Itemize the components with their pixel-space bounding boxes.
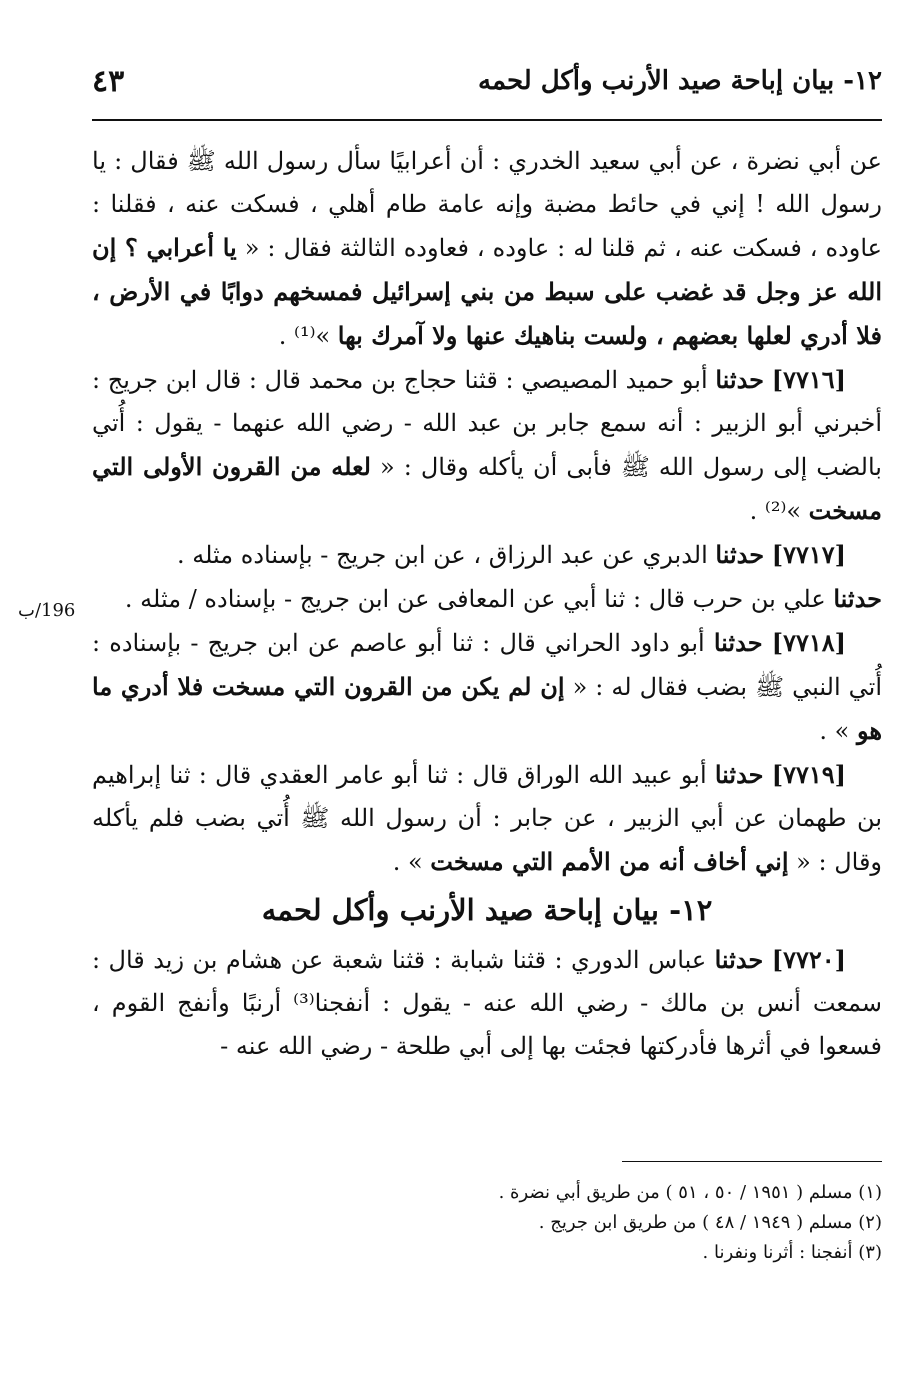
section-title: ١٢- بيان إباحة صيد الأرنب وأكل لحمه xyxy=(261,893,713,927)
emphasized-text: إن لم يكن من القرون التي مسخت فلا أدري ما هو xyxy=(92,672,882,745)
hadith-list-2 xyxy=(92,938,882,1068)
emphasized-text: حدثنا xyxy=(715,540,765,569)
paragraph-text: أبو حميد المصيصي : قثنا حجاج بن محمد قال : قال ابن جريج : أخبرني أبو الزبير : أنه سمع جابر بن عبد الله - رضي الله عنهما - يقول : أُتي بالضب إلى رسول الله ﷺ فأبى أن يأكله وقال : « xyxy=(92,366,882,481)
emphasized-text: حدثنا xyxy=(714,760,764,789)
hadith-number: [٧٧١٨] xyxy=(771,628,846,657)
emphasized-text: إني أخاف أنه من الأمم التي مسخت xyxy=(430,847,789,876)
page-number: ٤٣ xyxy=(92,64,125,99)
hadith-paragraph xyxy=(92,358,882,533)
hadith-list xyxy=(92,140,882,884)
hadith-paragraph xyxy=(92,621,882,753)
hadith-paragraph xyxy=(92,938,882,1068)
paragraph-text: أبو عبيد الله الوراق قال : ثنا أبو عامر العقدي قال : ثنا إبراهيم بن طهمان عن أبي الزبير ، عن جابر : أن رسول الله ﷺ أُتي بضب فلم يأكله وقال : « xyxy=(92,761,882,876)
hadith-paragraph xyxy=(92,753,882,884)
paragraph-text: » . xyxy=(392,848,431,876)
emphasized-text: حدثنا xyxy=(713,628,763,657)
emphasized-text: حدثنا xyxy=(714,945,764,974)
header-divider xyxy=(92,119,882,121)
page-header xyxy=(92,60,882,110)
hadith-number: [٧٧١٩] xyxy=(771,760,846,789)
emphasized-text: يا أعرابي ؟ إن الله عز وجل قد غضب على سبط من بني إسرائيل فمسخهم دوابًا في الأرض ، فلا أدري لعلها بعضهم ، ولست بناهيك عنها ولا آمرك بها xyxy=(92,233,882,350)
emphasized-text: حدثنا xyxy=(833,584,882,613)
paragraph-text: عباس الدوري : قثنا شبابة : قثنا شعبة عن هشام بن زيد قال : سمعت أنس بن مالك - رضي الله عنه - يقول : أنفجنا⁽³⁾ أرنبًا وأنفج القوم ، فسعوا في أثرها فأدركتها فجئت بها إلى أبي طلحة - رضي الله عنه - xyxy=(92,946,882,1060)
paragraph-text: »⁽¹⁾ . xyxy=(278,322,338,350)
paragraph-text: »⁽²⁾ . xyxy=(749,497,809,525)
hadith-paragraph xyxy=(92,140,882,358)
paragraph-text: عن أبي نضرة ، عن أبي سعيد الخدري : أن أعرابيًا سأل رسول الله ﷺ فقال : يا رسول الله ! إني في حائط مضبة وإنه عامة طام أهلي ، فسكت عنه ، فقلنا : عاوده ، فسكت عنه ، ثم قلنا له : عاوده ، فعاوده الثالثة فقال : « xyxy=(92,147,882,262)
running-title: ١٢- بيان إباحة صيد الأرنب وأكل لحمه xyxy=(478,66,882,96)
hadith-paragraph xyxy=(92,577,882,621)
hadith-number: [٧٧٢٠] xyxy=(771,945,846,974)
emphasized-text: حدثنا xyxy=(715,365,765,394)
hadith-number: [٧٧١٦] xyxy=(771,365,846,394)
footnote-divider xyxy=(622,1161,882,1162)
paragraph-text: الدبري عن عبد الرزاق ، عن ابن جريج - بإسناده مثله . xyxy=(176,541,716,569)
footnote-3: (٣) أنفجنا : أثرنا ونفرنا . xyxy=(702,1242,882,1263)
paragraph-text: » . xyxy=(819,717,857,745)
hadith-paragraph xyxy=(92,533,882,577)
main-text xyxy=(92,140,882,1068)
margin-folio-reference: 196/ب xyxy=(18,600,76,621)
emphasized-text: لعله من القرون الأولى التي مسخت xyxy=(92,452,882,525)
footnote-1: (١) مسلم ( ١٩٥١ / ٥٠ ، ٥١ ) من طريق أبي نضرة . xyxy=(498,1182,882,1203)
footnote-2: (٢) مسلم ( ١٩٤٩ / ٤٨ ) من طريق ابن جريج . xyxy=(538,1212,882,1233)
paragraph-text: علي بن حرب قال : ثنا أبي عن المعافى عن ابن جريج - بإسناده / مثله . xyxy=(124,585,834,613)
paragraph-text: أبو داود الحراني قال : ثنا أبو عاصم عن ابن جريج - بإسناده : أُتي النبي ﷺ بضب فقال له : « xyxy=(92,629,882,701)
footnotes xyxy=(92,1178,882,1268)
hadith-number: [٧٧١٧] xyxy=(771,540,846,569)
